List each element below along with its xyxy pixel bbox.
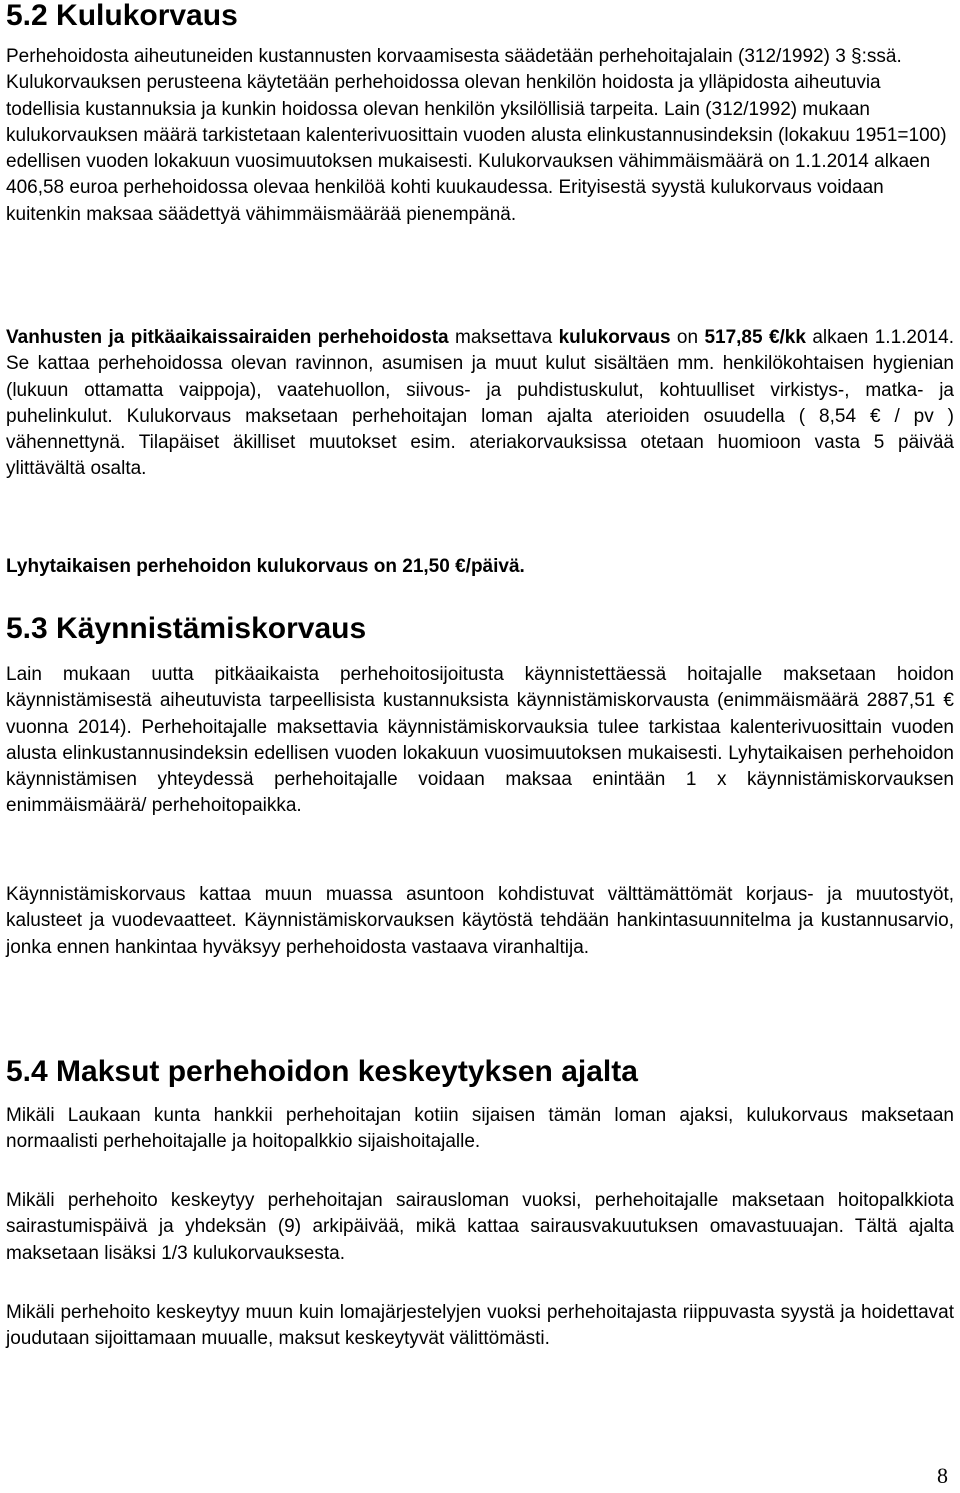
text-segment: on [670,327,705,348]
bold-short-term-compensation: Lyhytaikaisen perhehoidon kulukorvaus on 21,50 €/päivä. [6,556,525,577]
section-5-4-paragraph-3: Mikäli perhehoito keskeytyy muun kuin lomajärjestelyjen vuoksi perhehoitajasta riippuvasta syystä ja hoidettavat joudutaan sijoittamaan muualle, maksut keskeytyvät välittömästi. [6,1302,954,1350]
section-5-4-heading: 5.4 Maksut perhehoidon keskeytyksen ajalta [6,1055,638,1088]
section-5-2-paragraph-2 [6,325,954,483]
bold-cost-compensation: kulukorvaus [558,327,671,348]
section-5-4-paragraph-1: Mikäli Laukaan kunta hankkii perhehoitajan kotiin sijaisen tämän loman ajaksi, kulukorvaus maksetaan normaalisti perhehoitajalle ja hoitopalkkio sijaishoitajalle. [6,1105,954,1153]
section-5-2-heading: 5.2 Kulukorvaus [6,0,238,32]
text-segment: maksettava [448,327,559,348]
section-5-4-paragraph-2: Mikäli perhehoito keskeytyy perhehoitajan sairausloman vuoksi, perhehoitajalle maksetaan hoitopalkkiota sairastumispäivä ja yhdeksän (9) arkipäivää, mikä kattaa sairausvakuutuksen omavastuuajan. Tältä ajalta maksetaan lisäksi 1/3 kulukorvauksesta. [6,1190,954,1264]
section-5-3-paragraph-2: Käynnistämiskorvaus kattaa muun muassa asuntoon kohdistuvat välttämättömät korjaus- ja muutostyöt, kalusteet ja vuodevaatteet. Käynnistämiskorvauksen käytöstä tehdään hankintasuunnitelma ja kustannusarvio, jonka ennen hankintaa hyväksyy perhehoidosta vastaava viranhaltija. [6,884,954,958]
section-5-3-paragraph-1: Lain mukaan uutta pitkäaikaista perhehoitosijoitusta käynnistettäessä hoitajalle maksetaan hoidon käynnistämisestä aiheutuvista tarpeellisista kustannuksista käynnistämiskorvausta (enimmäismäärä 2887,51 € vuonna 2014). Perhehoitajalle maksettavia käynnistämiskorvauksia tulee tarkistaa kalenterivuosittain vuoden alusta elinkustannusindeksin edellisen vuoden lokakuun vuosimuutoksen mukaisesti. Lyhytaikaisen perhehoidon käynnistämisen yhteydessä perhehoitajalle voidaan maksaa enintään 1 x käynnistämiskorvauksen enimmäismäärä/ perhehoitopaikka. [6,664,954,817]
section-5-2-paragraph-3 [6,554,954,580]
section-5-3-heading: 5.3 Käynnistämiskorvaus [6,612,367,645]
section-5-2-paragraph-1: Perhehoidosta aiheutuneiden kustannusten korvaamisesta säädetään perhehoitajalain (312/1992) 3 §:ssä. Kulukorvauksen perusteena käytetään perhehoidossa olevan henkilön hoidosta ja ylläpidosta aiheutuvia todellisia kustannuksia ja kunkin hoidossa olevan henkilön yksilöllisiä tarpeita. Lain (312/1992) mukaan kulukorvauksen määrä tarkistetaan kalenterivuosittain vuoden alusta elinkustannusindeksin (lokakuu 1951=100) edellisen vuoden lokakuun vuosimuutoksen mukaisesti. Kulukorvauksen vähimmäismäärä on 1.1.2014 alkaen 406,58 euroa perhehoidossa olevaa henkilöä kohti kuukaudessa. Erityisestä syystä kulukorvaus voidaan kuitenkin maksaa säädettyä vähimmäismäärää pienempänä. [6,46,947,225]
page-number: 8 [937,1463,948,1488]
text-segment: alkaen 1.1.2014. Se kattaa perhehoidossa olevan ravinnon, asumisen ja muut kulut sisältäen mm. henkilökohtaisen hygienian (lukuun ottamatta vaippoja), vaatehuollon, siivous- ja puhdistuskulut, kohtuulliset virkistys-, matka- ja puhelinkulut. Kulukorvaus maksetaan perhehoitajan loman ajalta aterioiden osuudella ( 8,54 € / pv ) vähennettynä. Tilapäiset äkilliset muutokset esim. ateriakorvauksissa otetaan huomioon vasta 5 päivää ylittävältä osalta. [6,327,954,480]
bold-elderly-care: Vanhusten ja pitkäaikaissairaiden perhehoidosta [6,327,449,348]
bold-amount: 517,85 €/kk [704,327,806,348]
